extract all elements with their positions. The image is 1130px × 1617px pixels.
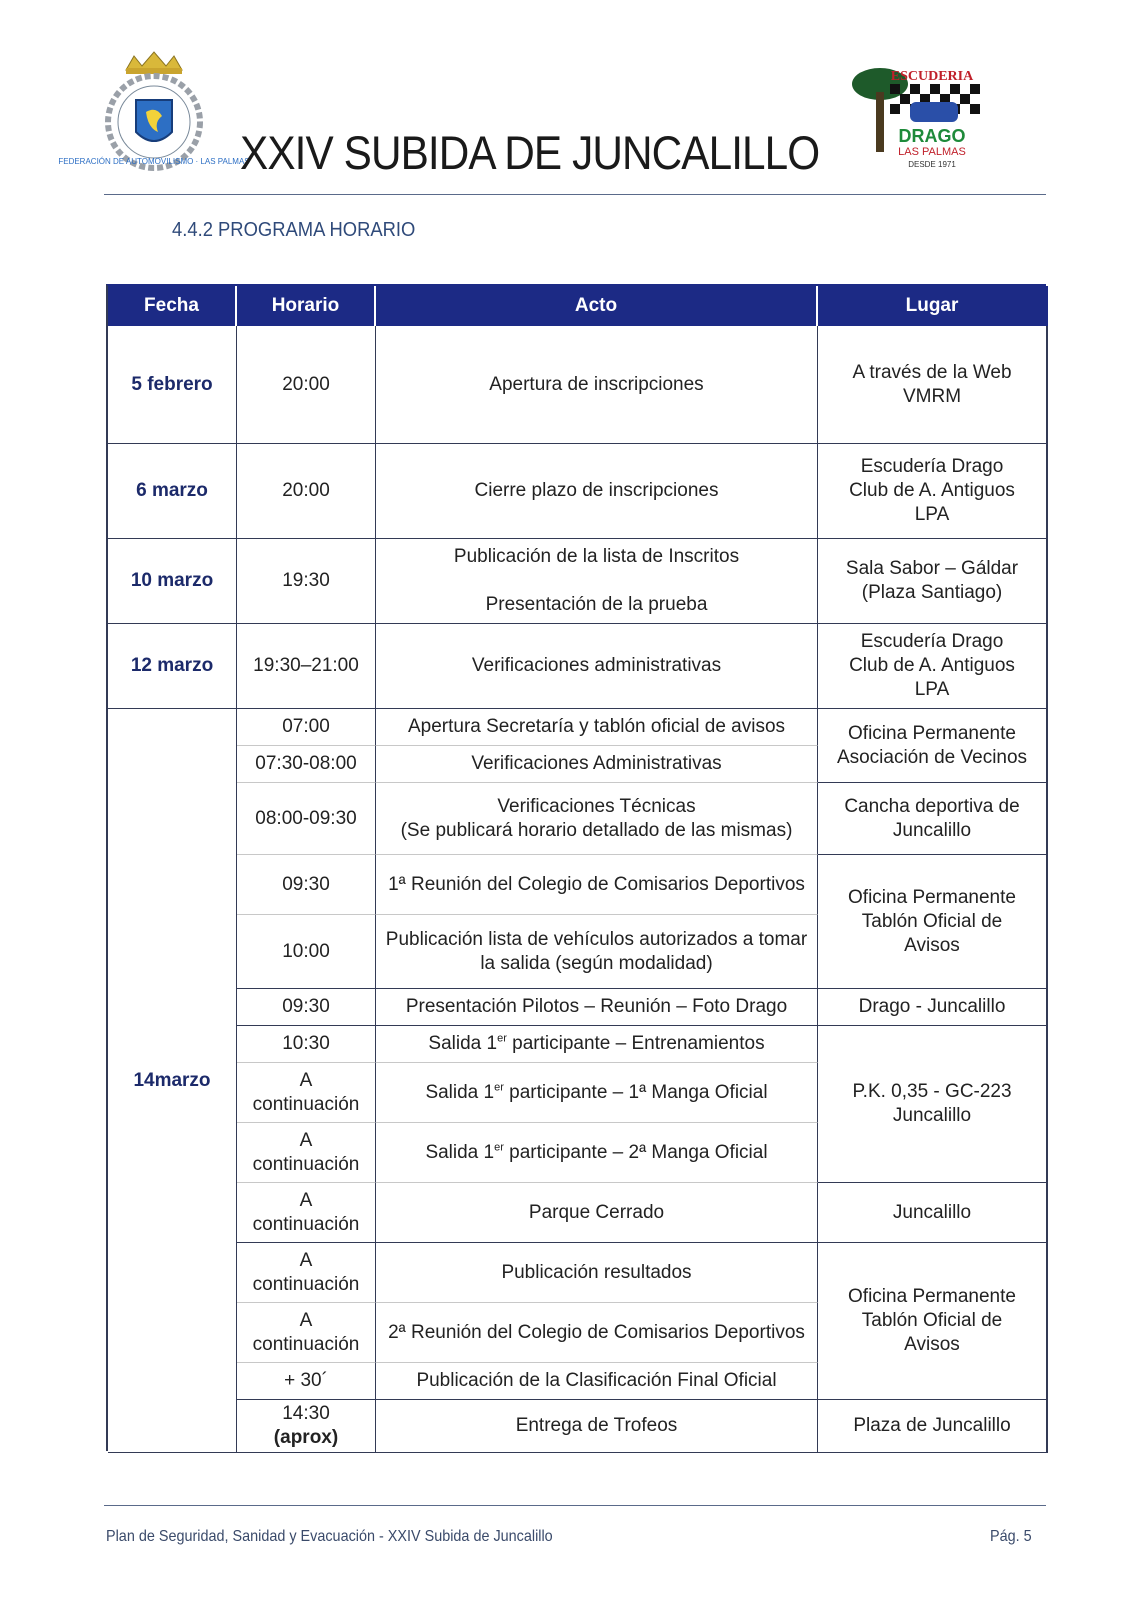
acto-cell <box>376 1026 818 1063</box>
acto-text: participante – 2ª Manga Oficial <box>503 1141 768 1163</box>
superscript: er <box>494 1081 504 1094</box>
lugar-cell: Oficina Permanente Tablón Oficial de Avisos <box>818 855 1048 989</box>
acto-text: participante – Entrenamientos <box>506 1033 765 1054</box>
footer-page-number: Pág. 5 <box>990 1528 1032 1545</box>
horario-cell <box>237 1400 376 1453</box>
lugar-cell: P.K. 0,35 - GC-223 Juncalillo <box>818 1026 1048 1183</box>
acto-cell: Verificaciones Técnicas (Se publicará horario detallado de las mismas) <box>376 783 818 855</box>
superscript: er <box>497 1032 507 1045</box>
horario-cell: 10:00 <box>237 915 376 989</box>
acto-text: Salida 1 <box>425 1141 495 1163</box>
lugar-cell: Plaza de Juncalillo <box>818 1400 1048 1453</box>
horario-cell: 08:00-09:30 <box>237 783 376 855</box>
fecha-cell: 12 marzo <box>108 624 237 709</box>
horario-cell: 19:30 <box>237 539 376 624</box>
horario-cell: 07:00 <box>237 709 376 746</box>
header-divider <box>104 194 1046 195</box>
horario-cell: 10:30 <box>237 1026 376 1063</box>
horario-cell: 19:30–21:00 <box>237 624 376 709</box>
federation-logo-text: FEDERACIÓN DE AUTOMOVILISMO · LAS PALMAS <box>58 157 250 166</box>
logo-text-escuderia: ESCUDERIA <box>890 69 974 84</box>
acto-text: participante – 1ª Manga Oficial <box>503 1081 768 1103</box>
acto-cell: Entrega de Trofeos <box>376 1400 818 1453</box>
lugar-cell: Escudería Drago Club de A. Antiguos LPA <box>818 444 1048 539</box>
acto-cell: Publicación resultados <box>376 1243 818 1303</box>
acto-cell: Apertura de inscripciones <box>376 326 818 444</box>
section-title: 4.4.2 PROGRAMA HORARIO <box>172 219 416 241</box>
footer-divider <box>104 1505 1046 1506</box>
horario-cell: 09:30 <box>237 989 376 1026</box>
lugar-cell: Oficina Permanente Tablón Oficial de Avisos <box>818 1243 1048 1400</box>
fecha-cell: 5 febrero <box>108 326 237 444</box>
acto-cell <box>376 1063 818 1123</box>
acto-cell: 1ª Reunión del Colegio de Comisarios Deportivos <box>376 855 818 915</box>
column-header-horario: Horario <box>237 286 376 326</box>
lugar-cell: Escudería Drago Club de A. Antiguos LPA <box>818 624 1048 709</box>
escuderia-drago-logo-icon <box>850 62 985 172</box>
acto-text: Salida 1 <box>425 1081 495 1103</box>
fecha-cell: 6 marzo <box>108 444 237 539</box>
column-header-acto: Acto <box>376 286 818 326</box>
footer-document-title: Plan de Seguridad, Sanidad y Evacuación - XXIV Subida de Juncalillo <box>106 1528 553 1545</box>
horario-cell: 20:00 <box>237 444 376 539</box>
lugar-cell: Drago - Juncalillo <box>818 989 1048 1026</box>
horario-cell: A continuación <box>237 1123 376 1183</box>
column-header-lugar: Lugar <box>818 286 1048 326</box>
horario-cell: 09:30 <box>237 855 376 915</box>
acto-cell: Parque Cerrado <box>376 1183 818 1243</box>
column-header-fecha: Fecha <box>108 286 237 326</box>
horario-cell: A continuación <box>237 1183 376 1243</box>
federation-logo-icon <box>58 52 250 170</box>
acto-cell: Verificaciones administrativas <box>376 624 818 709</box>
horario-cell: 20:00 <box>237 326 376 444</box>
lugar-cell: A través de la Web VMRM <box>818 326 1048 444</box>
acto-cell <box>376 1123 818 1183</box>
acto-cell: Publicación lista de vehículos autorizados a tomar la salida (según modalidad) <box>376 915 818 989</box>
acto-cell: Publicación de la Clasificación Final Oficial <box>376 1363 818 1400</box>
horario-approx: (aprox) <box>273 1427 339 1448</box>
acto-cell: 2ª Reunión del Colegio de Comisarios Deportivos <box>376 1303 818 1363</box>
fecha-cell: 14marzo <box>108 709 237 1453</box>
acto-cell: Apertura Secretaría y tablón oficial de avisos <box>376 709 818 746</box>
logo-text-desde: DESDE 1971 <box>908 160 956 169</box>
acto-cell: Cierre plazo de inscripciones <box>376 444 818 539</box>
logo-text-drago: DRAGO <box>898 126 966 146</box>
lugar-cell: Cancha deportiva de Juncalillo <box>818 783 1048 855</box>
horario-cell: A continuación <box>237 1063 376 1123</box>
horario-cell: + 30´ <box>237 1363 376 1400</box>
horario-cell: A continuación <box>237 1303 376 1363</box>
acto-cell: Presentación Pilotos – Reunión – Foto Drago <box>376 989 818 1026</box>
acto-text: Salida 1 <box>428 1033 498 1054</box>
page-title: XXIV SUBIDA DE JUNCALILLO <box>240 126 820 179</box>
superscript: er <box>494 1141 504 1154</box>
lugar-cell: Oficina Permanente Asociación de Vecinos <box>818 709 1048 783</box>
logo-text-las-palmas: LAS PALMAS <box>898 146 966 158</box>
lugar-cell: Sala Sabor – Gáldar (Plaza Santiago) <box>818 539 1048 624</box>
lugar-cell: Juncalillo <box>818 1183 1048 1243</box>
fecha-cell: 10 marzo <box>108 539 237 624</box>
acto-cell: Publicación de la lista de Inscritos Presentación de la prueba <box>376 539 818 624</box>
horario-cell: 07:30-08:00 <box>237 746 376 783</box>
acto-cell: Verificaciones Administrativas <box>376 746 818 783</box>
horario-time: 14:30 <box>282 1403 330 1424</box>
horario-cell: A continuación <box>237 1243 376 1303</box>
schedule-table <box>106 284 1046 1451</box>
